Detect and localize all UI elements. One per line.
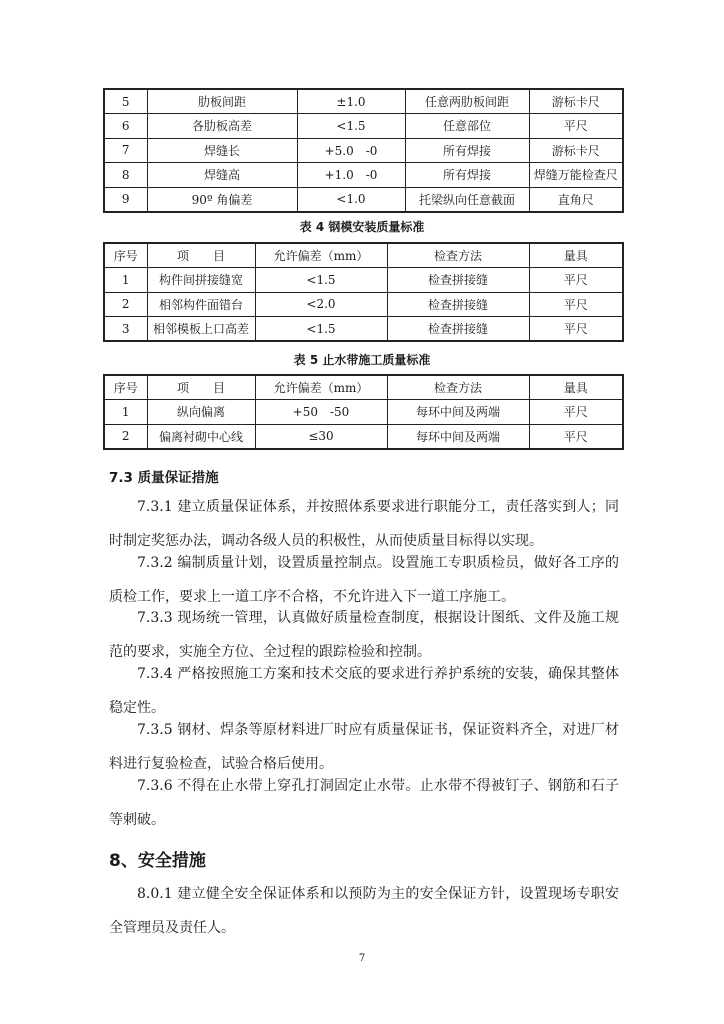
table-cell: 相邻模板上口高差 xyxy=(147,317,255,342)
table-header-cell: 项 目 xyxy=(147,243,255,268)
table-cell: 平尺 xyxy=(529,268,623,293)
table-cell: <1.5 xyxy=(255,268,387,293)
para-7-3-4: 7.3.4 严格按照施工方案和技术交底的要求进行养护系统的安装，确保其整体稳定性。 xyxy=(109,666,619,716)
table-cell: 任意两肋板间距 xyxy=(405,89,529,114)
table-cell: 托梁纵向任意截面 xyxy=(405,187,529,212)
table-cell: 平尺 xyxy=(529,400,623,425)
table4-caption: 表 4 钢模安装质量标准 xyxy=(299,220,425,234)
table-cell: 6 xyxy=(104,114,147,139)
table-cell: 所有焊接 xyxy=(405,163,529,188)
table-cell: 检查拼接缝 xyxy=(387,268,529,293)
para-7-3-2: 7.3.2 编制质量计划，设置质量控制点。设置施工专职质检员，做好各工序的质检工作，要求上一道工序不合格，不允许进入下一道工序施工。 xyxy=(109,555,619,605)
table-cell: 肋板间距 xyxy=(147,89,297,114)
table-cell: 平尺 xyxy=(529,292,623,317)
table-cell: 偏离衬砌中心线 xyxy=(147,424,255,449)
section-7-3-heading: 7.3 质量保证措施 xyxy=(109,470,219,486)
page-number: 7 xyxy=(358,953,366,964)
table-header-cell: 项 目 xyxy=(147,375,255,400)
table-cell: <1.5 xyxy=(255,317,387,342)
section-8-heading: 8、安全措施 xyxy=(109,851,206,871)
table-cell: 相邻构件面错台 xyxy=(147,292,255,317)
table-prev xyxy=(103,88,624,213)
table-header-cell: 检查方法 xyxy=(387,243,529,268)
para-8-0-1: 8.0.1 建立健全安全保证体系和以预防为主的安全保证方针，设置现场专职安全管理员及责任人。 xyxy=(109,886,619,936)
table-cell: 直角尺 xyxy=(529,187,623,212)
table-cell: +5.0 -0 xyxy=(297,138,405,163)
table5-caption: 表 5 止水带施工质量标准 xyxy=(293,353,431,367)
table-cell: 平尺 xyxy=(529,114,623,139)
table-cell: <1.0 xyxy=(297,187,405,212)
table-row xyxy=(104,268,623,293)
table-cell: 2 xyxy=(104,292,147,317)
table-cell: 焊缝长 xyxy=(147,138,297,163)
table-cell: 焊缝万能检查尺 xyxy=(529,163,623,188)
table-row xyxy=(104,292,623,317)
table-header-row xyxy=(104,243,623,268)
table-header-cell: 量具 xyxy=(529,375,623,400)
table-row xyxy=(104,424,623,449)
table-cell: 90º 角偏差 xyxy=(147,187,297,212)
para-7-3-1: 7.3.1 建立质量保证体系，并按照体系要求进行职能分工，责任落实到人；同时制定奖惩办法，调动各级人员的积极性，从而使质量目标得以实现。 xyxy=(109,499,619,549)
table-header-cell: 允许偏差（mm） xyxy=(255,375,387,400)
para-7-3-5: 7.3.5 钢材、焊条等原材料进厂时应有质量保证书，保证资料齐全，对进厂材料进行复验检查，试验合格后使用。 xyxy=(109,722,619,772)
table-cell: 检查拼接缝 xyxy=(387,292,529,317)
table-row xyxy=(104,138,623,163)
table-cell: 7 xyxy=(104,138,147,163)
table-row xyxy=(104,317,623,342)
table-cell: +1.0 -0 xyxy=(297,163,405,188)
para-7-3-6: 7.3.6 不得在止水带上穿孔打洞固定止水带。止水带不得被钉子、钢筋和石子等刺破。 xyxy=(109,778,619,828)
table-cell: 8 xyxy=(104,163,147,188)
table-row xyxy=(104,89,623,114)
table-cell: 纵向偏离 xyxy=(147,400,255,425)
table-cell: 5 xyxy=(104,89,147,114)
table-cell: <1.5 xyxy=(297,114,405,139)
table-cell: 1 xyxy=(104,268,147,293)
table-cell: +50 -50 xyxy=(255,400,387,425)
table-cell: 3 xyxy=(104,317,147,342)
table-header-cell: 序号 xyxy=(104,375,147,400)
table-cell: 焊缝高 xyxy=(147,163,297,188)
table-row xyxy=(104,114,623,139)
table-cell: ±1.0 xyxy=(297,89,405,114)
table-cell: 1 xyxy=(104,400,147,425)
table-row xyxy=(104,400,623,425)
table-row xyxy=(104,163,623,188)
table-row xyxy=(104,187,623,212)
table5 xyxy=(103,374,624,450)
table-cell: 每环中间及两端 xyxy=(387,400,529,425)
table-cell: 所有焊接 xyxy=(405,138,529,163)
table-cell: 平尺 xyxy=(529,317,623,342)
table-cell: 任意部位 xyxy=(405,114,529,139)
table-cell: 平尺 xyxy=(529,424,623,449)
table-cell: <2.0 xyxy=(255,292,387,317)
table-cell: ≤30 xyxy=(255,424,387,449)
table-header-cell: 检查方法 xyxy=(387,375,529,400)
table-cell: 9 xyxy=(104,187,147,212)
table-cell: 游标卡尺 xyxy=(529,89,623,114)
para-7-3-3: 7.3.3 现场统一管理，认真做好质量检查制度，根据设计图纸、文件及施工规范的要求，实施全方位、全过程的跟踪检验和控制。 xyxy=(109,610,619,660)
table-header-cell: 量具 xyxy=(529,243,623,268)
table-header-cell: 允许偏差（mm） xyxy=(255,243,387,268)
table-header-cell: 序号 xyxy=(104,243,147,268)
table-cell: 游标卡尺 xyxy=(529,138,623,163)
table-cell: 构件间拼接缝宽 xyxy=(147,268,255,293)
table-header-row xyxy=(104,375,623,400)
table-cell: 每环中间及两端 xyxy=(387,424,529,449)
table-cell: 2 xyxy=(104,424,147,449)
table-cell: 各肋板高差 xyxy=(147,114,297,139)
table-cell: 检查拼接缝 xyxy=(387,317,529,342)
table4 xyxy=(103,242,624,342)
